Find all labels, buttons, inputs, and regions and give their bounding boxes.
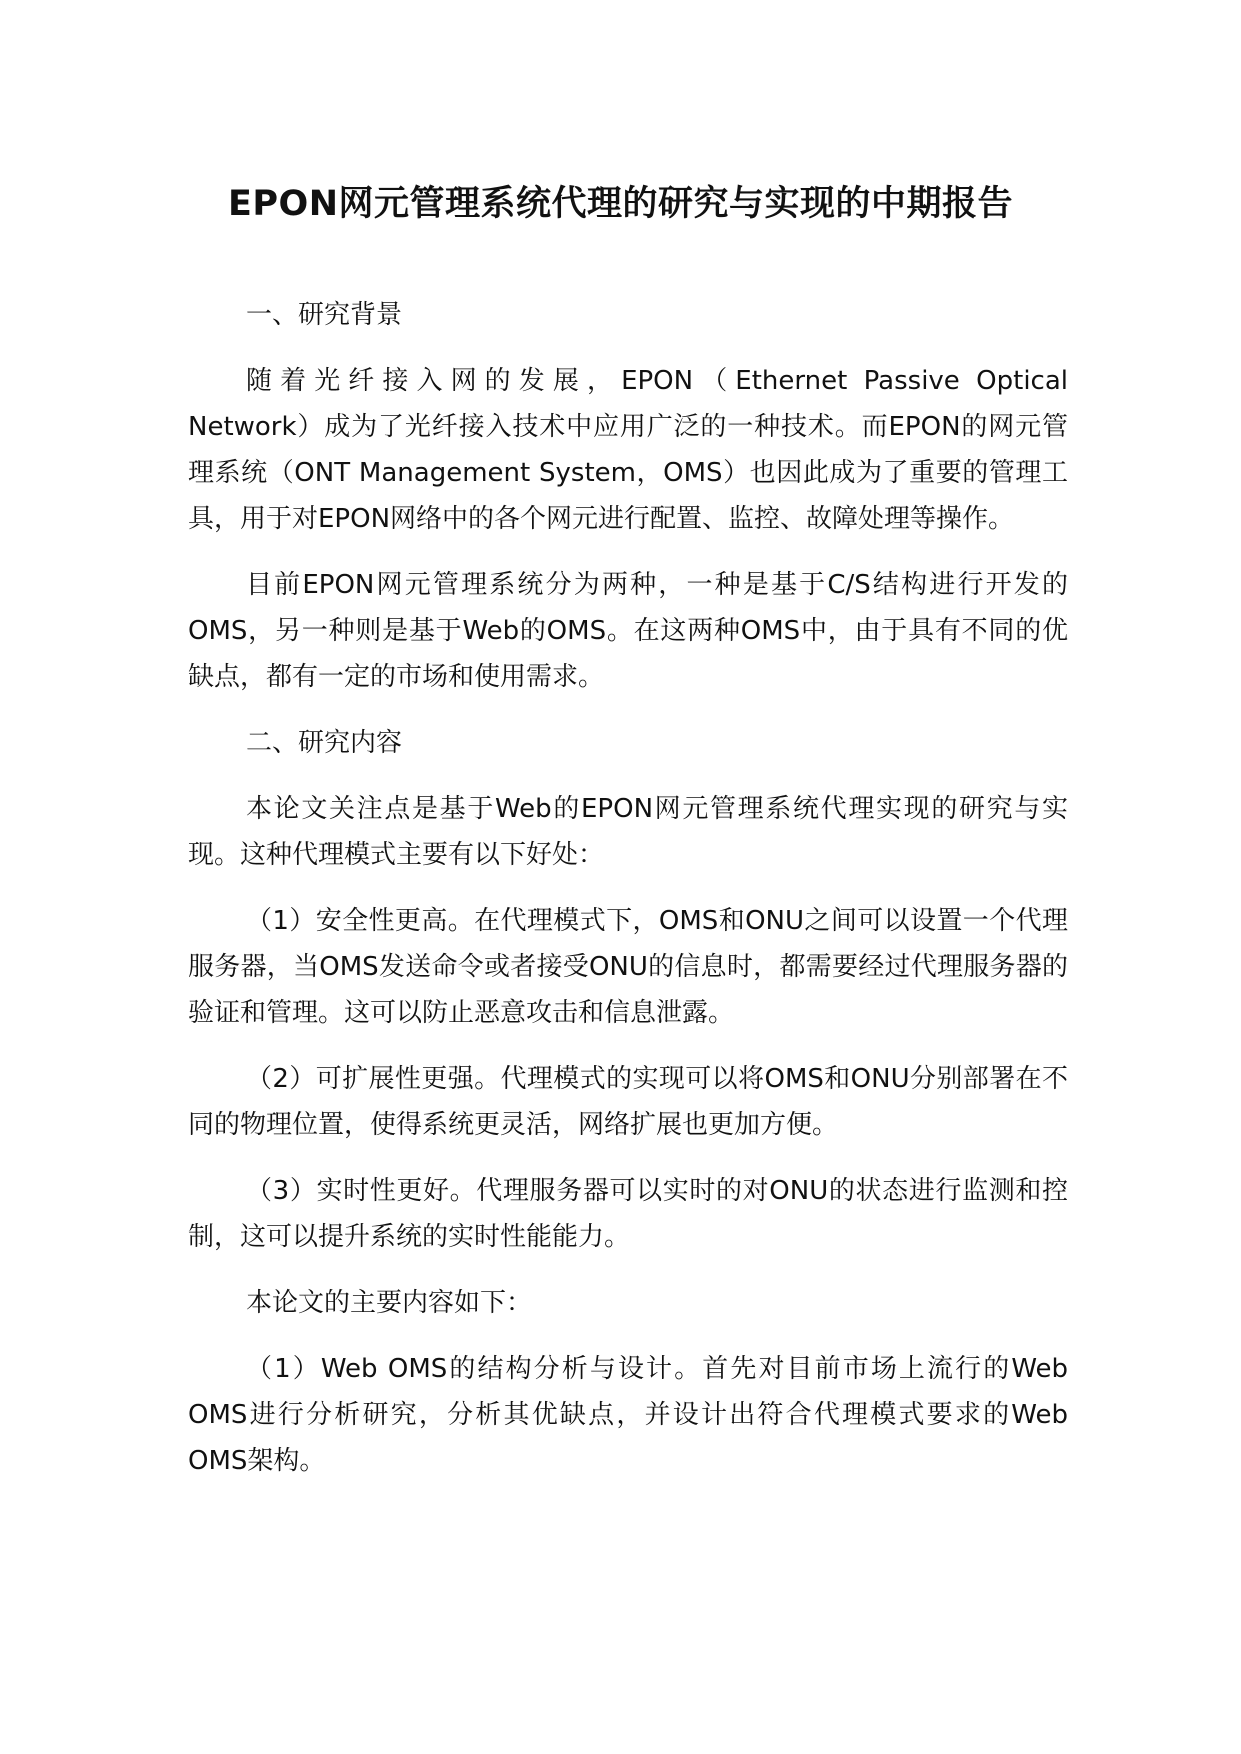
paragraph-epon-intro: 随着光纤接入网的发展，EPON（Ethernet Passive Optical Network）成为了光纤接入技术中应用广泛的一种技术。而EPON的网元管理系统（ONT Management System，OMS）也因此成为了重要的管理工具，用于对EPON网络中的各个网元进行配置、监控、故障处理等操作。 (188, 366, 1068, 534)
paragraph-benefit-realtime: （3）实时性更好。代理服务器可以实时的对ONU的状态进行监测和控制，这可以提升系统的实时性能能力。 (188, 1176, 1068, 1252)
paragraph-web-oms-design: （1）Web OMS的结构分析与设计。首先对目前市场上流行的Web OMS进行分析研究，分析其优缺点，并设计出符合代理模式要求的Web OMS架构。 (188, 1354, 1068, 1476)
section-heading-background: 一、研究背景 (246, 300, 403, 330)
paragraph-benefit-security: （1）安全性更高。在代理模式下，OMS和ONU之间可以设置一个代理服务器，当OMS发送命令或者接受ONU的信息时，都需要经过代理服务器的验证和管理。这可以防止恶意攻击和信息泄露。 (188, 906, 1068, 1028)
paragraph-oms-types: 目前EPON网元管理系统分为两种，一种是基于C/S结构进行开发的OMS，另一种则是基于Web的OMS。在这两种OMS中，由于具有不同的优缺点，都有一定的市场和使用需求。 (188, 570, 1068, 692)
paragraph-research-focus: 本论文关注点是基于Web的EPON网元管理系统代理实现的研究与实现。这种代理模式主要有以下好处： (188, 794, 1068, 870)
paragraph-main-content-intro: 本论文的主要内容如下： (246, 1288, 533, 1318)
section-heading-content: 二、研究内容 (246, 728, 403, 758)
document-title: EPON网元管理系统代理的研究与实现的中期报告 (227, 184, 1014, 224)
document-body (188, 292, 1068, 1504)
paragraph-benefit-scalability: （2）可扩展性更强。代理模式的实现可以将OMS和ONU分别部署在不同的物理位置，使得系统更灵活，网络扩展也更加方便。 (188, 1064, 1068, 1140)
